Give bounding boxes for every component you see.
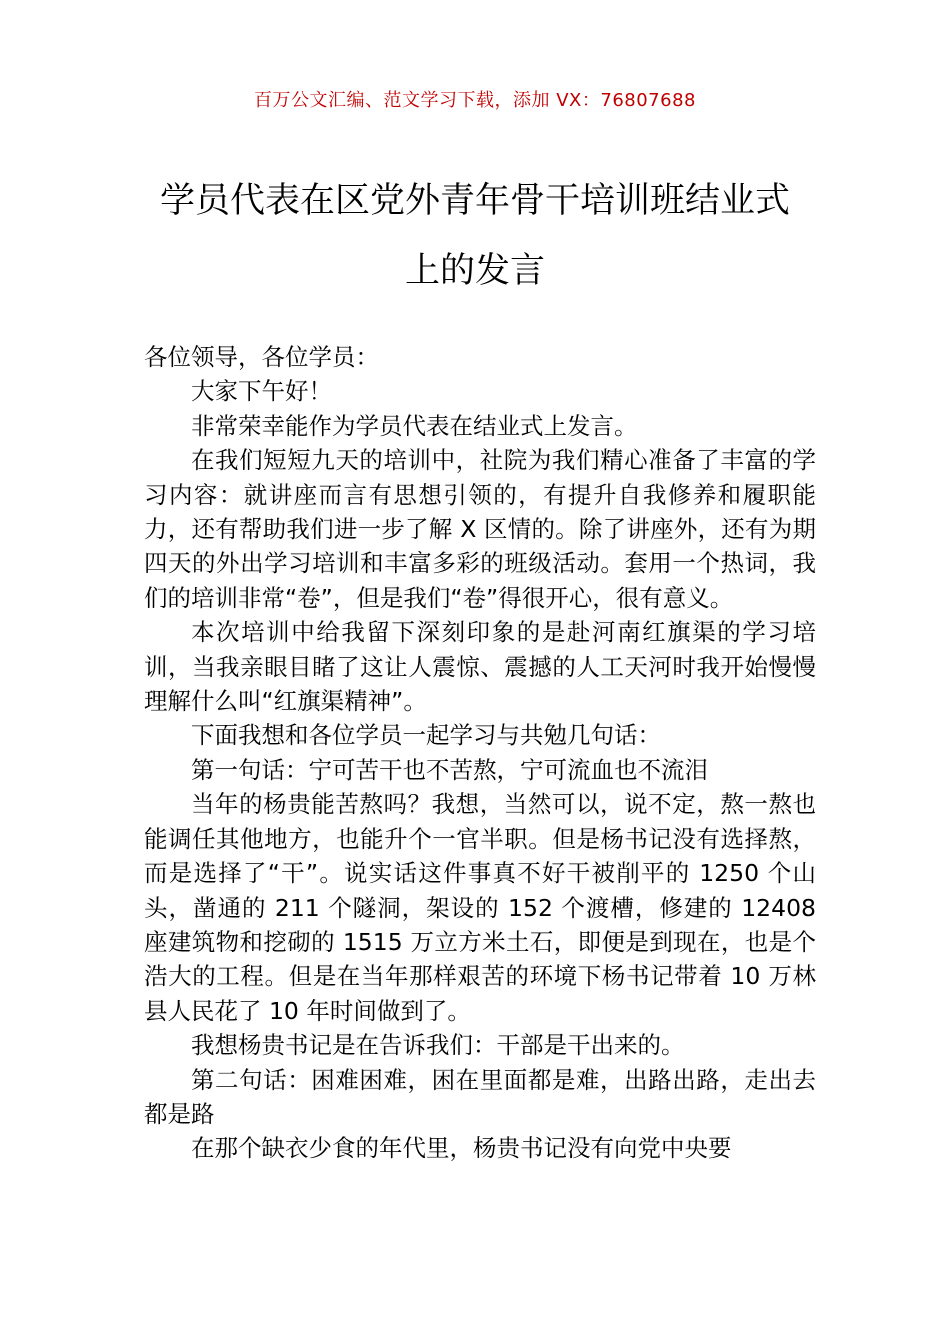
paragraph: 下面我想和各位学员一起学习与共勉几句话：: [191, 721, 661, 750]
paragraph: 当年的杨贵能苦熬吗？我想，当然可以，说不定，熬一熬也能调任其他地方，也能升个一官半职。但是杨书记没有选择熬，而是选择了“干”。说实话这件事真不好干被削平的 1250 个山头，凿通的 211 个隧洞，架设的 152 个渡槽，修建的 12408 座建筑物和挖砌的 1515 万立方米土石，即便是到现在，也是个浩大的工程。但是在当年那样艰苦的环境下杨书记带着 10 万林县人民花了 10 年时间做到了。: [144, 790, 816, 1025]
paragraph: 在我们短短九天的培训中，社院为我们精心准备了丰富的学习内容：就讲座而言有思想引领的，有提升自我修养和履职能力，还有帮助我们进一步了解 X 区情的。除了讲座外，还有为期四天的外出学习培训和丰富多彩的班级活动。套用一个热词，我们的培训非常“卷”，但是我们“卷”得很开心，很有意义。: [144, 446, 816, 612]
header-note: 百万公文汇编、范文学习下载，添加 VX：76807688: [254, 90, 696, 111]
section-heading-2: 第二句话：困难困难，困在里面都是难，出路出路，走出去都是路: [144, 1065, 816, 1128]
greeting: 大家下午好！: [191, 377, 332, 406]
paragraph: 本次培训中给我留下深刻印象的是赴河南红旗渠的学习培训，当我亲眼目睹了这让人震惊、震撼的人工天河时我开始慢慢理解什么叫“红旗渠精神”。: [144, 618, 816, 716]
paragraph: 非常荣幸能作为学员代表在结业式上发言。: [191, 411, 638, 440]
salutation: 各位领导，各位学员：: [144, 343, 379, 371]
document-body: [144, 340, 816, 1166]
section-heading-1: 第一句话：宁可苦干也不苦熬，宁可流血也不流泪: [191, 755, 708, 784]
paragraph: 在那个缺衣少食的年代里，杨贵书记没有向党中央要: [191, 1134, 732, 1163]
page-title-line-2: 上的发言: [404, 251, 545, 291]
paragraph: 我想杨贵书记是在告诉我们：干部是干出来的。: [191, 1031, 685, 1060]
page-title-line-1: 学员代表在区党外青年骨干培训班结业式: [159, 181, 790, 221]
